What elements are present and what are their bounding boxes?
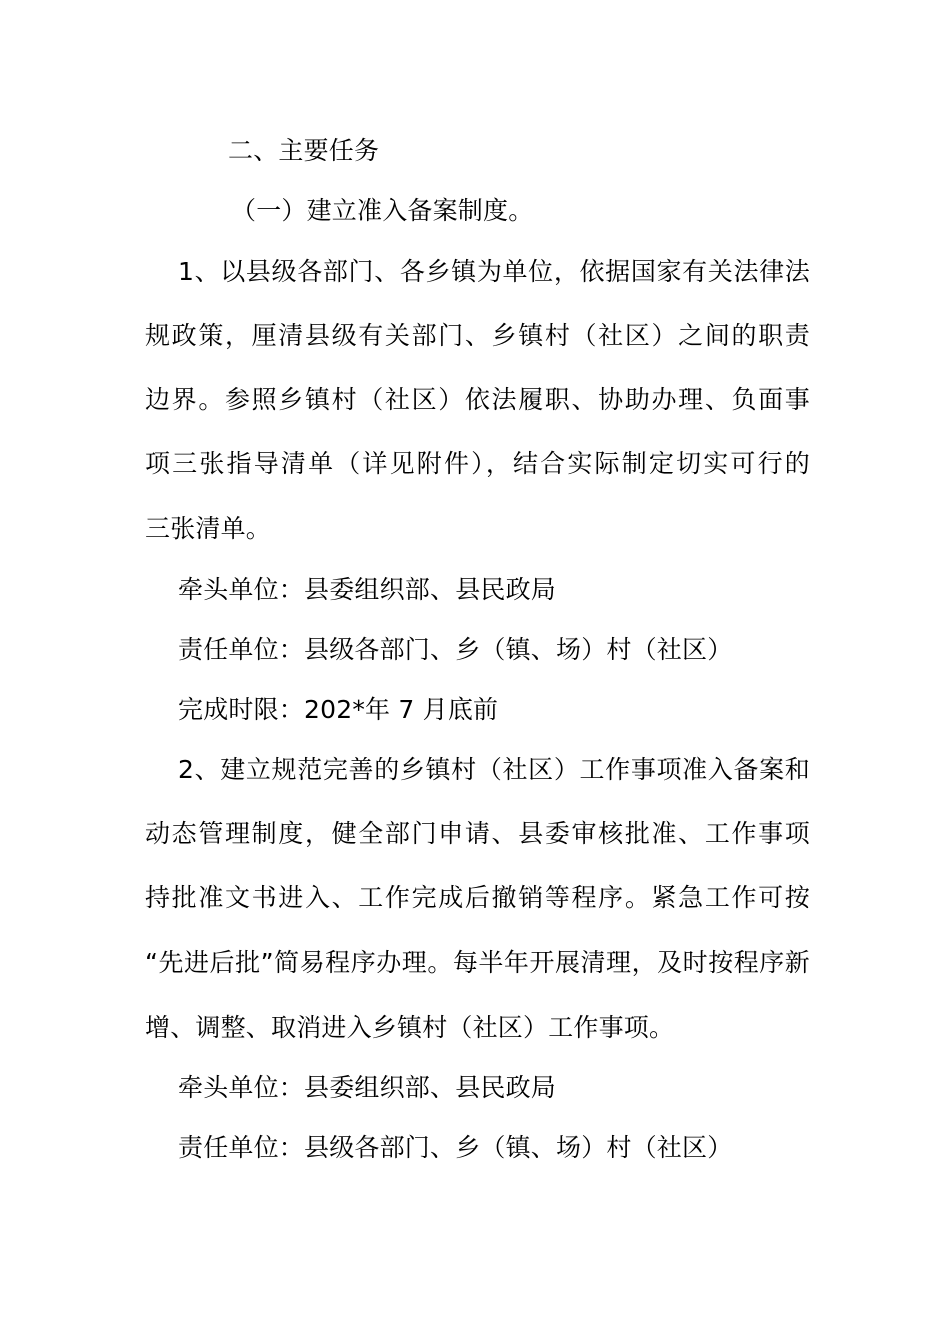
item1-line-1: 1、以县级各部门、各乡镇为单位，依据国家有关法律法: [178, 257, 810, 286]
item2-line-5: 增、调整、取消进入乡镇村（社区）工作事项。: [145, 1013, 675, 1042]
item2-line-4: “先进后批”简易程序办理。每半年开展清理，及时按程序新: [145, 948, 810, 977]
item1-line-2: 规政策，厘清县级有关部门、乡镇村（社区）之间的职责: [145, 321, 810, 350]
item1-line-5: 三张清单。: [145, 514, 272, 543]
item1-responsible-unit: 责任单位：县级各部门、乡（镇、场）村（社区）: [178, 635, 733, 664]
section-heading: 二、主要任务: [228, 136, 380, 165]
item1-lead-unit: 牵头单位：县委组织部、县民政局: [178, 575, 557, 604]
item2-line-2: 动态管理制度，健全部门申请、县委审核批准、工作事项: [145, 819, 810, 848]
item1-line-4: 项三张指导清单（详见附件），结合实际制定切实可行的: [145, 449, 810, 478]
item1-deadline: 完成时限：202*年 7 月底前: [178, 695, 499, 724]
subsection-heading: （一）建立准入备案制度。: [231, 196, 534, 225]
item2-line-1: 2、建立规范完善的乡镇村（社区）工作事项准入备案和: [178, 755, 810, 784]
item2-lead-unit: 牵头单位：县委组织部、县民政局: [178, 1073, 557, 1102]
item2-line-3: 持批准文书进入、工作完成后撤销等程序。紧急工作可按: [145, 883, 810, 912]
item2-responsible-unit: 责任单位：县级各部门、乡（镇、场）村（社区）: [178, 1133, 733, 1162]
item1-line-3: 边界。参照乡镇村（社区）依法履职、协助办理、负面事: [145, 385, 810, 414]
